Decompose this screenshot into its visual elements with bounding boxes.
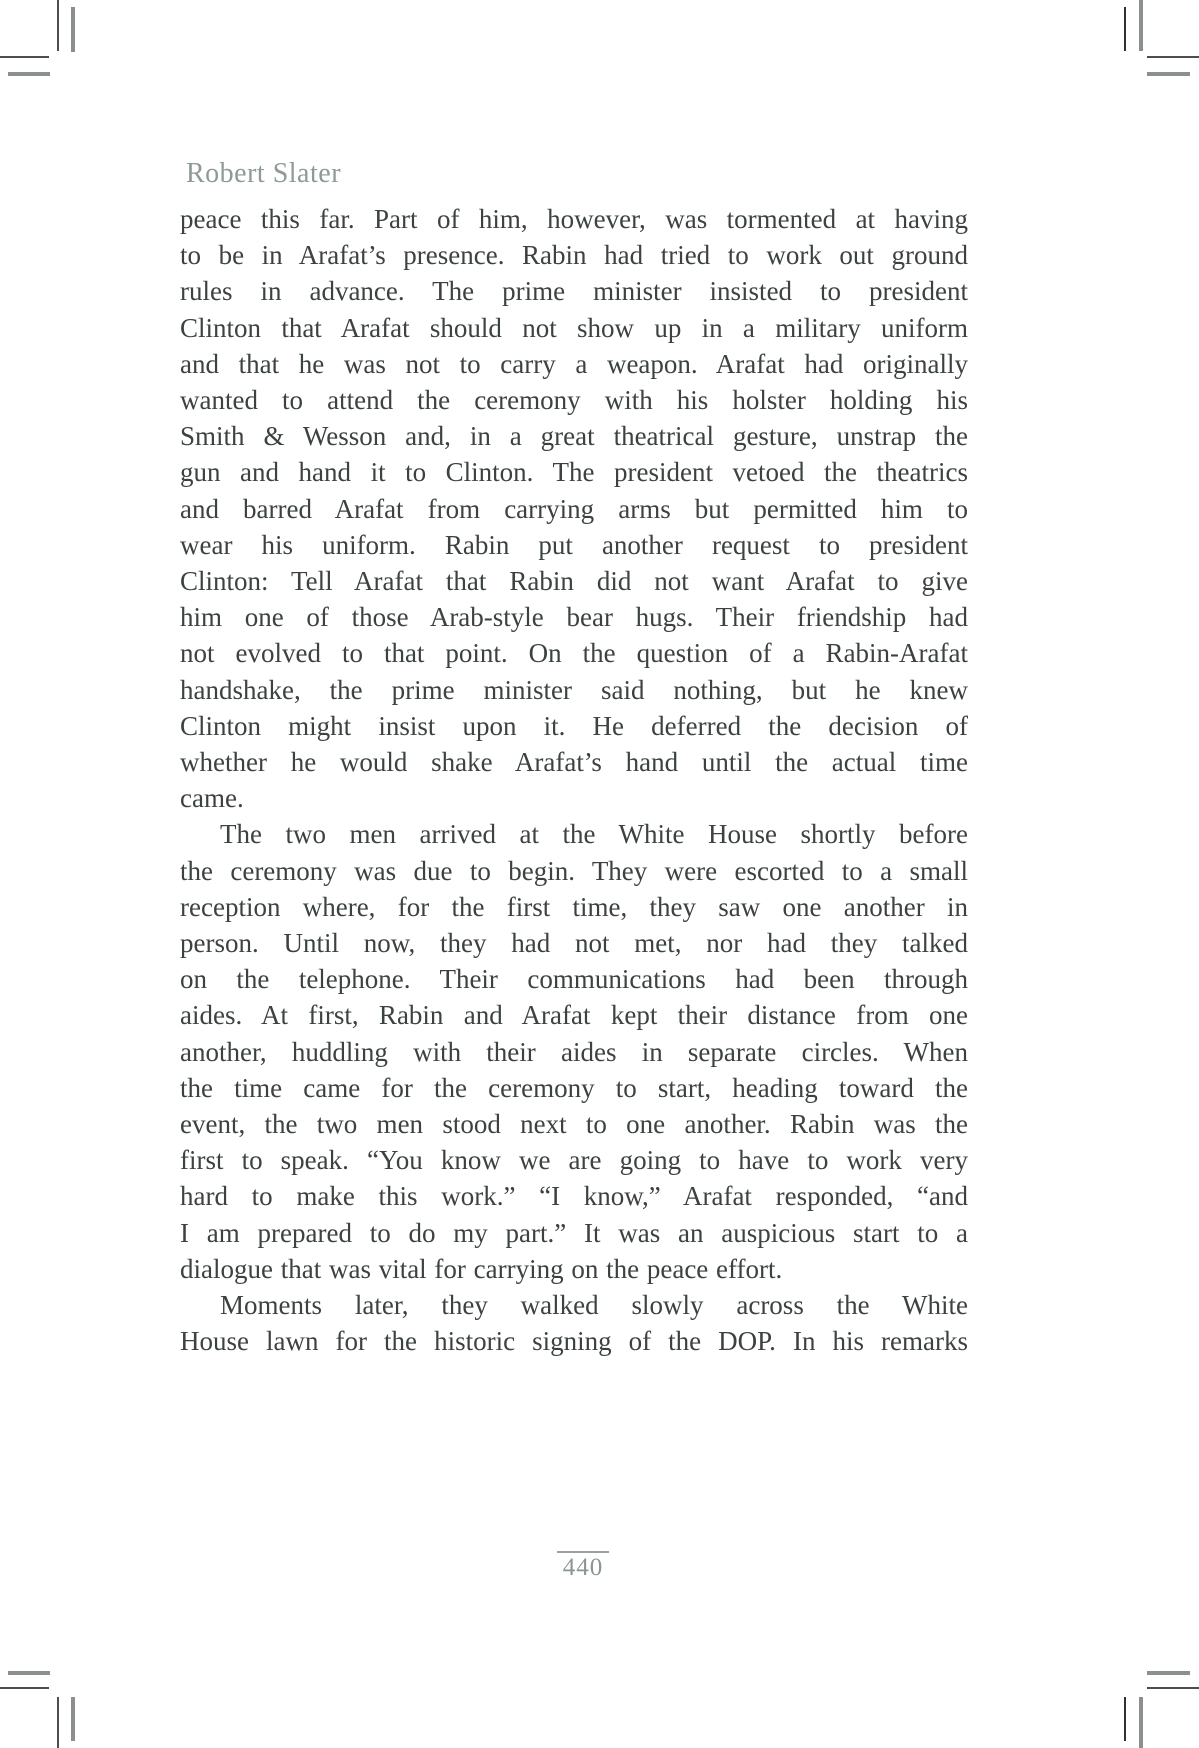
body-text (180, 201, 968, 1360)
text-line: Clinton that Arafat should not show up in a military uniform (180, 312, 968, 343)
text-line: and barred Arafat from carrying arms but permitted him to (180, 493, 968, 524)
crop-mark-line (1124, 7, 1126, 51)
text-line: dialogue that was vital for carrying on the peace effort. (180, 1253, 783, 1284)
crop-mark-line (8, 72, 50, 76)
crop-mark-line (57, 0, 59, 51)
text-line: and that he was not to carry a weapon. Arafat had originally (180, 348, 968, 379)
text-line: handshake, the prime minister said nothing, but he knew (180, 674, 968, 705)
crop-mark-line (57, 1697, 59, 1748)
text-line: Clinton might insist upon it. He deferred the decision of (180, 710, 968, 741)
text-line: Moments later, they walked slowly across the White (220, 1290, 968, 1321)
text-line: I am prepared to do my part.” It was an auspicious start to a (180, 1217, 968, 1248)
text-line: first to speak. “You know we are going to have to work very (180, 1145, 968, 1176)
crop-mark-line (1124, 1697, 1126, 1741)
page-number: 440 (562, 1554, 604, 1581)
crop-mark-line (1147, 56, 1199, 58)
crop-mark-line (1139, 1697, 1143, 1748)
text-line: Clinton: Tell Arafat that Rabin did not want Arafat to give (180, 566, 968, 597)
running-header-author: Robert Slater (186, 158, 342, 189)
text-line: reception where, for the first time, they saw one another in (180, 891, 968, 922)
crop-mark-line (1147, 1671, 1190, 1675)
text-line: gun and hand it to Clinton. The president vetoed the theatrics (180, 457, 968, 488)
text-line: the time came for the ceremony to start, heading toward the (180, 1072, 968, 1103)
text-line: not evolved to that point. On the question of a Rabin-Arafat (180, 638, 968, 669)
text-line: person. Until now, they had not met, nor had they talked (180, 928, 968, 959)
crop-mark-line (8, 1671, 50, 1675)
crop-mark-line (0, 1687, 49, 1689)
crop-mark-line (1139, 0, 1143, 51)
text-line: rules in advance. The prime minister insisted to president (180, 276, 968, 307)
text-line: hard to make this work.” “I know,” Arafat responded, “and (180, 1181, 968, 1212)
text-line: the ceremony was due to begin. They were escorted to a small (180, 855, 968, 886)
crop-mark-line (1147, 72, 1190, 76)
text-line: him one of those Arab-style bear hugs. Their friendship had (180, 602, 968, 633)
crop-mark-line (1147, 1687, 1199, 1689)
text-line: whether he would shake Arafat’s hand until the actual time (180, 747, 968, 778)
text-line: on the telephone. Their communications had been through (180, 964, 968, 995)
text-line: wanted to attend the ceremony with his holster holding his (180, 385, 968, 416)
crop-mark-line (0, 56, 49, 58)
text-line: House lawn for the historic signing of the DOP. In his remarks (180, 1326, 968, 1357)
text-line: another, huddling with their aides in separate circles. When (180, 1036, 968, 1067)
text-line: event, the two men stood next to one another. Rabin was the (180, 1109, 968, 1140)
page-footer (557, 1551, 609, 1582)
crop-mark-line (71, 7, 75, 52)
text-line: aides. At first, Rabin and Arafat kept their distance from one (180, 1000, 968, 1031)
text-line: wear his uniform. Rabin put another request to president (180, 529, 968, 560)
text-line: came. (180, 783, 244, 814)
text-line: Smith & Wesson and, in a great theatrical gesture, unstrap the (180, 421, 968, 452)
crop-mark-line (71, 1697, 75, 1741)
text-line: peace this far. Part of him, however, was tormented at having (180, 204, 968, 234)
text-line: The two men arrived at the White House shortly before (220, 819, 968, 850)
text-line: to be in Arafat’s presence. Rabin had tried to work out ground (180, 240, 968, 271)
